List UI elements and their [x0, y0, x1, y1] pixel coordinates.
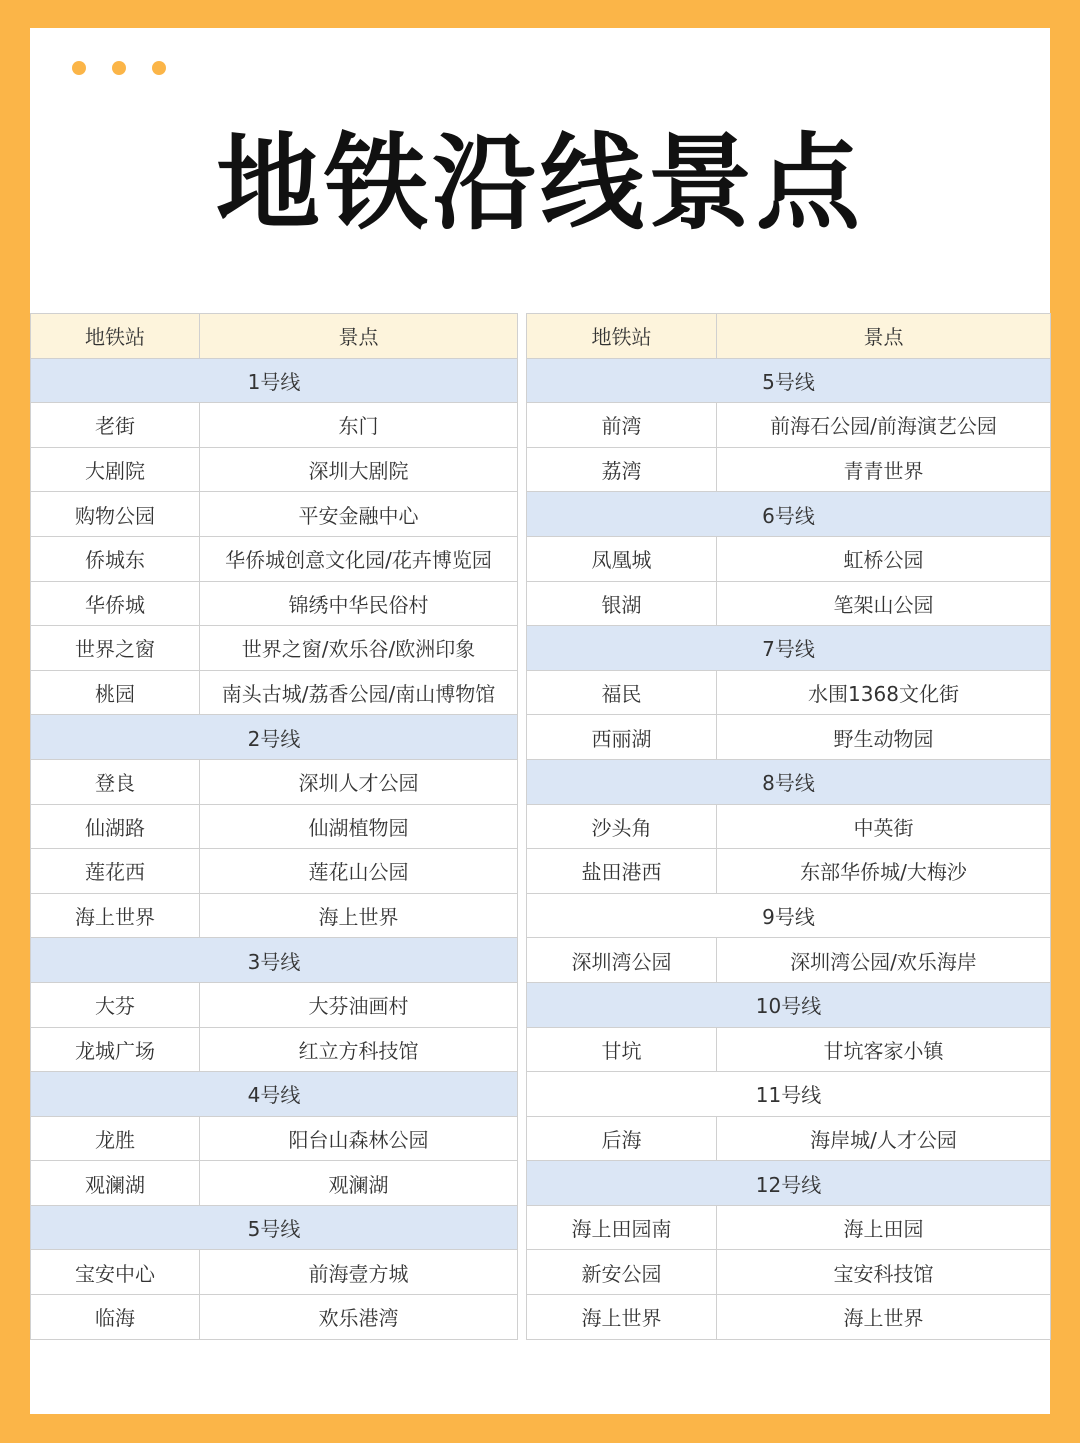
line-header-row — [527, 982, 1051, 1027]
dot-icon — [72, 61, 86, 75]
line-header-row — [527, 759, 1051, 804]
table-row — [527, 403, 1051, 448]
station-cell: 盐田港西 — [527, 849, 717, 894]
spot-cell: 海上世界 — [717, 1295, 1051, 1340]
spot-cell: 锦绣中华民俗村 — [200, 581, 518, 626]
line-header-row — [31, 1072, 518, 1117]
spot-cell: 前海壹方城 — [200, 1250, 518, 1295]
line-label: 9号线 — [527, 893, 1051, 938]
line-label: 5号线 — [31, 1205, 518, 1250]
station-cell: 购物公园 — [31, 492, 200, 537]
spot-cell: 中英街 — [717, 804, 1051, 849]
table-row — [31, 1295, 518, 1340]
station-cell: 仙湖路 — [31, 804, 200, 849]
station-cell: 华侨城 — [31, 581, 200, 626]
table-row — [31, 1250, 518, 1295]
station-cell: 银湖 — [527, 581, 717, 626]
line-label: 8号线 — [527, 759, 1051, 804]
table-row — [527, 536, 1051, 581]
table-row — [527, 1295, 1051, 1340]
spot-cell: 大芬油画村 — [200, 982, 518, 1027]
station-cell: 临海 — [31, 1295, 200, 1340]
left-table — [30, 313, 518, 1340]
line-label: 3号线 — [31, 938, 518, 983]
station-cell: 前湾 — [527, 403, 717, 448]
spot-cell: 海上田园 — [717, 1205, 1051, 1250]
station-cell: 深圳湾公园 — [527, 938, 717, 983]
table-row — [31, 893, 518, 938]
line-header-row — [31, 1205, 518, 1250]
station-cell: 凤凰城 — [527, 536, 717, 581]
station-cell: 海上世界 — [31, 893, 200, 938]
table-row — [527, 1205, 1051, 1250]
table-row — [31, 670, 518, 715]
line-header-row — [527, 626, 1051, 671]
line-label: 1号线 — [31, 358, 518, 403]
table-row — [31, 982, 518, 1027]
spot-cell: 华侨城创意文化园/花卉博览园 — [200, 536, 518, 581]
table-row — [527, 1027, 1051, 1072]
header-spot: 景点 — [717, 314, 1051, 359]
table-row — [527, 670, 1051, 715]
station-cell: 大芬 — [31, 982, 200, 1027]
station-cell: 福民 — [527, 670, 717, 715]
table-row — [527, 447, 1051, 492]
spot-cell: 深圳人才公园 — [200, 759, 518, 804]
page-title: 地铁沿线景点 — [215, 122, 864, 244]
spot-cell: 观澜湖 — [200, 1161, 518, 1206]
line-label: 12号线 — [527, 1161, 1051, 1206]
table-row — [31, 447, 518, 492]
line-label: 2号线 — [31, 715, 518, 760]
spot-cell: 红立方科技馆 — [200, 1027, 518, 1072]
station-cell: 登良 — [31, 759, 200, 804]
header-spot: 景点 — [200, 314, 518, 359]
spot-cell: 笔架山公园 — [717, 581, 1051, 626]
spot-cell: 青青世界 — [717, 447, 1051, 492]
spot-cell: 东门 — [200, 403, 518, 448]
table-row — [31, 492, 518, 537]
line-header-row — [527, 358, 1051, 403]
table-row — [31, 1161, 518, 1206]
station-cell: 侨城东 — [31, 536, 200, 581]
table-row — [31, 626, 518, 671]
table-row — [31, 581, 518, 626]
station-cell: 宝安中心 — [31, 1250, 200, 1295]
poster-card — [30, 28, 1050, 1414]
table-row — [527, 938, 1051, 983]
dot-icon — [152, 61, 166, 75]
line-label: 6号线 — [527, 492, 1051, 537]
line-header-row — [527, 893, 1051, 938]
header-station: 地铁站 — [31, 314, 200, 359]
spot-cell: 南头古城/荔香公园/南山博物馆 — [200, 670, 518, 715]
spot-cell: 东部华侨城/大梅沙 — [717, 849, 1051, 894]
station-cell: 龙胜 — [31, 1116, 200, 1161]
line-header-row — [31, 715, 518, 760]
line-header-row — [527, 1072, 1051, 1117]
station-cell: 海上世界 — [527, 1295, 717, 1340]
spot-cell: 深圳湾公园/欢乐海岸 — [717, 938, 1051, 983]
station-cell: 龙城广场 — [31, 1027, 200, 1072]
line-label: 4号线 — [31, 1072, 518, 1117]
spot-cell: 仙湖植物园 — [200, 804, 518, 849]
line-header-row — [527, 492, 1051, 537]
spot-cell: 海岸城/人才公园 — [717, 1116, 1051, 1161]
table-row — [527, 715, 1051, 760]
line-label: 11号线 — [527, 1072, 1051, 1117]
line-label: 10号线 — [527, 982, 1051, 1027]
station-cell: 大剧院 — [31, 447, 200, 492]
station-cell: 新安公园 — [527, 1250, 717, 1295]
spot-cell: 野生动物园 — [717, 715, 1051, 760]
table-row — [31, 1027, 518, 1072]
table-row — [527, 849, 1051, 894]
line-label: 7号线 — [527, 626, 1051, 671]
table-row — [31, 536, 518, 581]
table-row — [527, 581, 1051, 626]
spot-cell: 宝安科技馆 — [717, 1250, 1051, 1295]
station-cell: 荔湾 — [527, 447, 717, 492]
table-header — [31, 314, 518, 359]
table-row — [31, 1116, 518, 1161]
station-cell: 莲花西 — [31, 849, 200, 894]
right-table — [526, 313, 1051, 1340]
spot-cell: 虹桥公园 — [717, 536, 1051, 581]
station-cell: 海上田园南 — [527, 1205, 717, 1250]
table-row — [527, 1116, 1051, 1161]
table-row — [31, 849, 518, 894]
spot-cell: 海上世界 — [200, 893, 518, 938]
table-row — [527, 804, 1051, 849]
table-row — [527, 1250, 1051, 1295]
spot-cell: 平安金融中心 — [200, 492, 518, 537]
station-cell: 老街 — [31, 403, 200, 448]
station-cell: 甘坑 — [527, 1027, 717, 1072]
line-label: 5号线 — [527, 358, 1051, 403]
station-cell: 西丽湖 — [527, 715, 717, 760]
spot-cell: 世界之窗/欢乐谷/欧洲印象 — [200, 626, 518, 671]
spot-cell: 前海石公园/前海演艺公园 — [717, 403, 1051, 448]
line-header-row — [31, 358, 518, 403]
station-cell: 观澜湖 — [31, 1161, 200, 1206]
station-cell: 世界之窗 — [31, 626, 200, 671]
header-station: 地铁站 — [527, 314, 717, 359]
station-cell: 沙头角 — [527, 804, 717, 849]
station-cell: 桃园 — [31, 670, 200, 715]
dot-icon — [112, 61, 126, 75]
spot-cell: 欢乐港湾 — [200, 1295, 518, 1340]
spot-cell: 阳台山森林公园 — [200, 1116, 518, 1161]
station-cell: 后海 — [527, 1116, 717, 1161]
line-header-row — [527, 1161, 1051, 1206]
table-header — [527, 314, 1051, 359]
table-row — [31, 759, 518, 804]
spot-cell: 深圳大剧院 — [200, 447, 518, 492]
line-header-row — [31, 938, 518, 983]
table-row — [31, 403, 518, 448]
table-row — [31, 804, 518, 849]
spot-cell: 甘坑客家小镇 — [717, 1027, 1051, 1072]
spot-cell: 莲花山公园 — [200, 849, 518, 894]
spot-cell: 水围1368文化街 — [717, 670, 1051, 715]
